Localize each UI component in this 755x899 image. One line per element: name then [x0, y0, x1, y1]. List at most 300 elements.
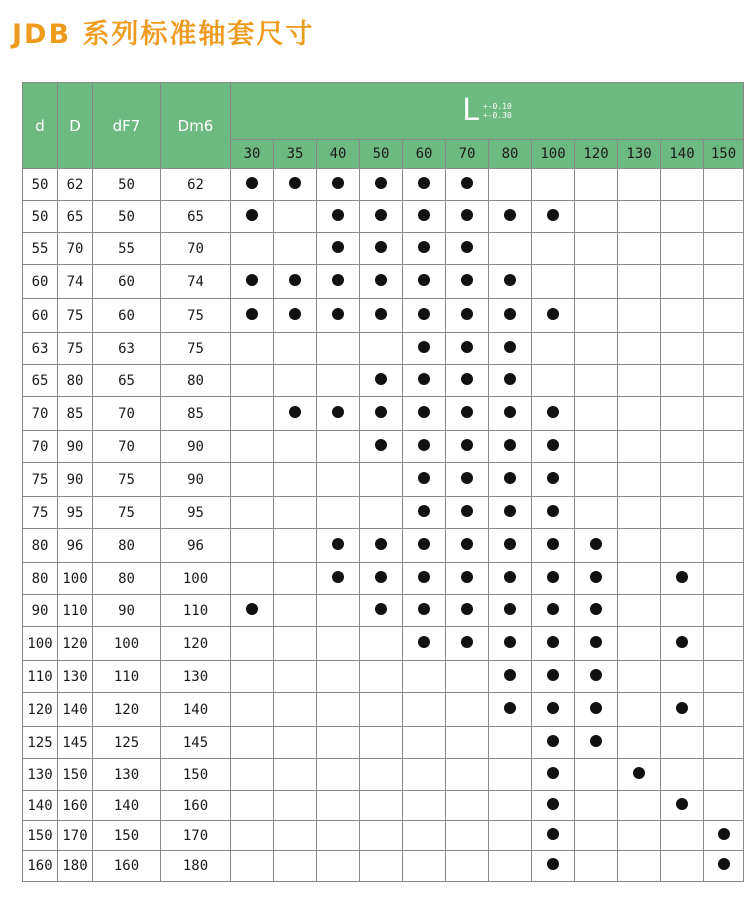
cell-D: 150 — [58, 759, 93, 791]
availability-cell — [575, 233, 618, 265]
availability-cell — [661, 791, 704, 821]
availability-cell — [274, 497, 317, 529]
availability-cell — [360, 661, 403, 693]
available-dot-icon — [418, 274, 430, 286]
availability-cell — [661, 661, 704, 693]
availability-cell — [532, 431, 575, 463]
length-header-30: 30 — [231, 140, 274, 169]
available-dot-icon — [246, 209, 258, 221]
cell-d: 100 — [23, 627, 58, 661]
availability-cell — [403, 529, 446, 563]
availability-cell — [575, 627, 618, 661]
available-dot-icon — [375, 308, 387, 320]
cell-d: 60 — [23, 265, 58, 299]
available-dot-icon — [332, 406, 344, 418]
available-dot-icon — [418, 603, 430, 615]
availability-cell — [618, 595, 661, 627]
availability-cell — [231, 365, 274, 397]
cell-dF7: 140 — [93, 791, 161, 821]
availability-cell — [532, 821, 575, 851]
availability-cell — [446, 463, 489, 497]
available-dot-icon — [246, 308, 258, 320]
cell-D: 110 — [58, 595, 93, 627]
availability-cell — [403, 365, 446, 397]
availability-cell — [661, 759, 704, 791]
available-dot-icon — [461, 341, 473, 353]
availability-cell — [489, 821, 532, 851]
table-row — [23, 791, 744, 821]
available-dot-icon — [246, 274, 258, 286]
availability-cell — [704, 851, 744, 882]
available-dot-icon — [504, 571, 516, 583]
availability-cell — [231, 169, 274, 201]
table-row — [23, 821, 744, 851]
availability-cell — [317, 497, 360, 529]
cell-D: 95 — [58, 497, 93, 529]
length-header-80: 80 — [489, 140, 532, 169]
available-dot-icon — [547, 767, 559, 779]
availability-cell — [446, 431, 489, 463]
table-body — [23, 169, 744, 882]
availability-cell — [274, 851, 317, 882]
availability-cell — [231, 463, 274, 497]
availability-cell — [403, 595, 446, 627]
table-row — [23, 169, 744, 201]
availability-cell — [360, 497, 403, 529]
table-row — [23, 627, 744, 661]
cell-Dm6: 130 — [161, 661, 231, 693]
availability-cell — [446, 529, 489, 563]
availability-cell — [575, 333, 618, 365]
availability-cell — [704, 529, 744, 563]
available-dot-icon — [461, 538, 473, 550]
availability-cell — [274, 759, 317, 791]
availability-cell — [403, 821, 446, 851]
availability-cell — [317, 265, 360, 299]
header-Dm6: Dm6 — [161, 83, 231, 169]
cell-d: 75 — [23, 497, 58, 529]
availability-cell — [403, 201, 446, 233]
available-dot-icon — [375, 406, 387, 418]
availability-cell — [618, 397, 661, 431]
availability-cell — [231, 333, 274, 365]
availability-cell — [403, 431, 446, 463]
cell-d: 65 — [23, 365, 58, 397]
availability-cell — [317, 627, 360, 661]
cell-D: 62 — [58, 169, 93, 201]
availability-cell — [231, 299, 274, 333]
availability-cell — [575, 529, 618, 563]
availability-cell — [489, 627, 532, 661]
availability-cell — [704, 693, 744, 727]
available-dot-icon — [332, 209, 344, 221]
available-dot-icon — [461, 603, 473, 615]
availability-cell — [403, 627, 446, 661]
tolerance-lower: +-0.30 — [482, 111, 512, 120]
available-dot-icon — [418, 472, 430, 484]
cell-Dm6: 74 — [161, 265, 231, 299]
availability-cell — [532, 693, 575, 727]
availability-cell — [661, 851, 704, 882]
cell-dF7: 70 — [93, 397, 161, 431]
available-dot-icon — [375, 274, 387, 286]
available-dot-icon — [418, 241, 430, 253]
availability-cell — [532, 627, 575, 661]
cell-d: 80 — [23, 529, 58, 563]
cell-Dm6: 180 — [161, 851, 231, 882]
availability-cell — [618, 727, 661, 759]
available-dot-icon — [633, 767, 645, 779]
cell-dF7: 80 — [93, 529, 161, 563]
available-dot-icon — [504, 406, 516, 418]
availability-cell — [403, 791, 446, 821]
availability-cell — [489, 397, 532, 431]
available-dot-icon — [332, 571, 344, 583]
availability-cell — [489, 851, 532, 882]
available-dot-icon — [375, 538, 387, 550]
availability-cell — [446, 563, 489, 595]
availability-cell — [274, 693, 317, 727]
availability-cell — [403, 265, 446, 299]
available-dot-icon — [504, 274, 516, 286]
availability-cell — [489, 661, 532, 693]
availability-cell — [661, 497, 704, 529]
table-row — [23, 497, 744, 529]
availability-cell — [231, 727, 274, 759]
availability-cell — [489, 693, 532, 727]
availability-cell — [274, 333, 317, 365]
length-header-35: 35 — [274, 140, 317, 169]
available-dot-icon — [418, 341, 430, 353]
available-dot-icon — [246, 603, 258, 615]
availability-cell — [618, 233, 661, 265]
availability-cell — [532, 791, 575, 821]
available-dot-icon — [676, 636, 688, 648]
availability-cell — [575, 661, 618, 693]
table-row — [23, 529, 744, 563]
availability-cell — [360, 265, 403, 299]
availability-cell — [704, 201, 744, 233]
cell-D: 170 — [58, 821, 93, 851]
availability-cell — [618, 497, 661, 529]
availability-cell — [704, 821, 744, 851]
available-dot-icon — [461, 406, 473, 418]
cell-D: 70 — [58, 233, 93, 265]
availability-cell — [274, 727, 317, 759]
availability-cell — [575, 463, 618, 497]
cell-D: 90 — [58, 463, 93, 497]
available-dot-icon — [418, 571, 430, 583]
available-dot-icon — [246, 177, 258, 189]
available-dot-icon — [504, 603, 516, 615]
cell-Dm6: 110 — [161, 595, 231, 627]
availability-cell — [274, 463, 317, 497]
table-row — [23, 333, 744, 365]
availability-cell — [532, 661, 575, 693]
availability-cell — [704, 169, 744, 201]
available-dot-icon — [461, 177, 473, 189]
available-dot-icon — [547, 209, 559, 221]
availability-cell — [317, 333, 360, 365]
header-d: d — [23, 83, 58, 169]
availability-cell — [618, 431, 661, 463]
availability-cell — [661, 693, 704, 727]
availability-cell — [231, 397, 274, 431]
available-dot-icon — [375, 177, 387, 189]
availability-cell — [532, 851, 575, 882]
availability-cell — [360, 791, 403, 821]
available-dot-icon — [504, 702, 516, 714]
availability-cell — [274, 595, 317, 627]
availability-cell — [317, 463, 360, 497]
availability-cell — [532, 299, 575, 333]
availability-cell — [317, 661, 360, 693]
availability-cell — [489, 265, 532, 299]
header-D: D — [58, 83, 93, 169]
available-dot-icon — [547, 538, 559, 550]
available-dot-icon — [461, 241, 473, 253]
availability-cell — [317, 759, 360, 791]
cell-dF7: 55 — [93, 233, 161, 265]
availability-cell — [704, 333, 744, 365]
availability-cell — [403, 333, 446, 365]
cell-d: 60 — [23, 299, 58, 333]
availability-cell — [532, 727, 575, 759]
available-dot-icon — [547, 308, 559, 320]
table-row — [23, 299, 744, 333]
availability-cell — [575, 365, 618, 397]
availability-cell — [704, 627, 744, 661]
cell-d: 120 — [23, 693, 58, 727]
availability-cell — [360, 463, 403, 497]
available-dot-icon — [547, 406, 559, 418]
availability-cell — [403, 759, 446, 791]
available-dot-icon — [504, 308, 516, 320]
cell-d: 63 — [23, 333, 58, 365]
cell-dF7: 130 — [93, 759, 161, 791]
cell-Dm6: 170 — [161, 821, 231, 851]
availability-cell — [532, 169, 575, 201]
availability-cell — [575, 265, 618, 299]
cell-D: 74 — [58, 265, 93, 299]
availability-cell — [446, 595, 489, 627]
availability-cell — [231, 201, 274, 233]
table-row — [23, 563, 744, 595]
cell-d: 160 — [23, 851, 58, 882]
cell-Dm6: 140 — [161, 693, 231, 727]
cell-D: 160 — [58, 791, 93, 821]
availability-cell — [360, 365, 403, 397]
availability-cell — [446, 821, 489, 851]
cell-Dm6: 96 — [161, 529, 231, 563]
availability-cell — [618, 365, 661, 397]
availability-cell — [231, 851, 274, 882]
availability-cell — [489, 759, 532, 791]
availability-cell — [403, 693, 446, 727]
availability-cell — [661, 563, 704, 595]
cell-d: 150 — [23, 821, 58, 851]
availability-cell — [532, 595, 575, 627]
available-dot-icon — [418, 636, 430, 648]
availability-cell — [360, 431, 403, 463]
availability-cell — [532, 397, 575, 431]
availability-cell — [704, 233, 744, 265]
availability-cell — [274, 265, 317, 299]
availability-cell — [274, 431, 317, 463]
available-dot-icon — [461, 505, 473, 517]
available-dot-icon — [547, 735, 559, 747]
availability-cell — [575, 759, 618, 791]
availability-cell — [403, 563, 446, 595]
availability-cell — [618, 463, 661, 497]
availability-cell — [661, 233, 704, 265]
availability-cell — [532, 563, 575, 595]
availability-cell — [618, 563, 661, 595]
availability-cell — [489, 299, 532, 333]
availability-cell — [704, 265, 744, 299]
availability-cell — [661, 821, 704, 851]
availability-cell — [274, 397, 317, 431]
availability-cell — [317, 365, 360, 397]
availability-cell — [403, 397, 446, 431]
length-header-120: 120 — [575, 140, 618, 169]
availability-cell — [446, 791, 489, 821]
availability-cell — [446, 851, 489, 882]
length-header-70: 70 — [446, 140, 489, 169]
length-header-60: 60 — [403, 140, 446, 169]
available-dot-icon — [418, 373, 430, 385]
cell-dF7: 80 — [93, 563, 161, 595]
availability-cell — [618, 333, 661, 365]
table-row — [23, 201, 744, 233]
cell-D: 180 — [58, 851, 93, 882]
availability-cell — [704, 661, 744, 693]
availability-cell — [661, 333, 704, 365]
cell-dF7: 160 — [93, 851, 161, 882]
cell-Dm6: 75 — [161, 333, 231, 365]
cell-Dm6: 150 — [161, 759, 231, 791]
availability-cell — [532, 759, 575, 791]
cell-D: 100 — [58, 563, 93, 595]
availability-cell — [704, 463, 744, 497]
cell-d: 75 — [23, 463, 58, 497]
cell-D: 65 — [58, 201, 93, 233]
availability-cell — [403, 233, 446, 265]
page-title: JDB 系列标准轴套尺寸 — [12, 19, 315, 50]
availability-cell — [274, 233, 317, 265]
availability-cell — [231, 431, 274, 463]
available-dot-icon — [504, 538, 516, 550]
available-dot-icon — [547, 828, 559, 840]
availability-cell — [489, 791, 532, 821]
available-dot-icon — [461, 308, 473, 320]
availability-cell — [532, 333, 575, 365]
availability-cell — [317, 431, 360, 463]
availability-cell — [231, 595, 274, 627]
availability-cell — [489, 233, 532, 265]
availability-cell — [489, 563, 532, 595]
availability-cell — [489, 497, 532, 529]
availability-cell — [360, 727, 403, 759]
availability-cell — [274, 169, 317, 201]
available-dot-icon — [547, 571, 559, 583]
availability-cell — [274, 299, 317, 333]
availability-cell — [661, 529, 704, 563]
available-dot-icon — [504, 636, 516, 648]
length-header-150: 150 — [704, 140, 744, 169]
available-dot-icon — [590, 538, 602, 550]
availability-cell — [403, 299, 446, 333]
cell-d: 90 — [23, 595, 58, 627]
availability-cell — [231, 661, 274, 693]
available-dot-icon — [547, 603, 559, 615]
available-dot-icon — [461, 636, 473, 648]
cell-d: 70 — [23, 397, 58, 431]
table-row — [23, 233, 744, 265]
availability-cell — [231, 791, 274, 821]
availability-cell — [704, 727, 744, 759]
availability-cell — [446, 693, 489, 727]
availability-cell — [274, 365, 317, 397]
availability-cell — [704, 791, 744, 821]
availability-cell — [704, 497, 744, 529]
cell-Dm6: 160 — [161, 791, 231, 821]
availability-cell — [231, 529, 274, 563]
available-dot-icon — [547, 636, 559, 648]
availability-cell — [704, 595, 744, 627]
availability-cell — [274, 821, 317, 851]
cell-Dm6: 90 — [161, 463, 231, 497]
availability-cell — [532, 497, 575, 529]
availability-cell — [231, 233, 274, 265]
cell-dF7: 70 — [93, 431, 161, 463]
availability-cell — [575, 821, 618, 851]
length-header-130: 130 — [618, 140, 661, 169]
available-dot-icon — [547, 439, 559, 451]
available-dot-icon — [547, 702, 559, 714]
availability-cell — [618, 851, 661, 882]
available-dot-icon — [504, 439, 516, 451]
available-dot-icon — [418, 538, 430, 550]
availability-cell — [704, 759, 744, 791]
cell-d: 50 — [23, 201, 58, 233]
cell-D: 85 — [58, 397, 93, 431]
availability-cell — [532, 365, 575, 397]
availability-cell — [618, 627, 661, 661]
cell-dF7: 65 — [93, 365, 161, 397]
availability-cell — [317, 727, 360, 759]
availability-cell — [231, 563, 274, 595]
availability-cell — [661, 265, 704, 299]
availability-cell — [274, 529, 317, 563]
availability-cell — [274, 563, 317, 595]
cell-d: 125 — [23, 727, 58, 759]
available-dot-icon — [590, 735, 602, 747]
table-row — [23, 365, 744, 397]
availability-cell — [317, 851, 360, 882]
cell-dF7: 75 — [93, 463, 161, 497]
cell-D: 140 — [58, 693, 93, 727]
available-dot-icon — [590, 636, 602, 648]
availability-cell — [618, 759, 661, 791]
available-dot-icon — [461, 472, 473, 484]
available-dot-icon — [375, 241, 387, 253]
availability-cell — [618, 265, 661, 299]
cell-Dm6: 80 — [161, 365, 231, 397]
available-dot-icon — [547, 798, 559, 810]
availability-cell — [317, 595, 360, 627]
availability-cell — [360, 299, 403, 333]
